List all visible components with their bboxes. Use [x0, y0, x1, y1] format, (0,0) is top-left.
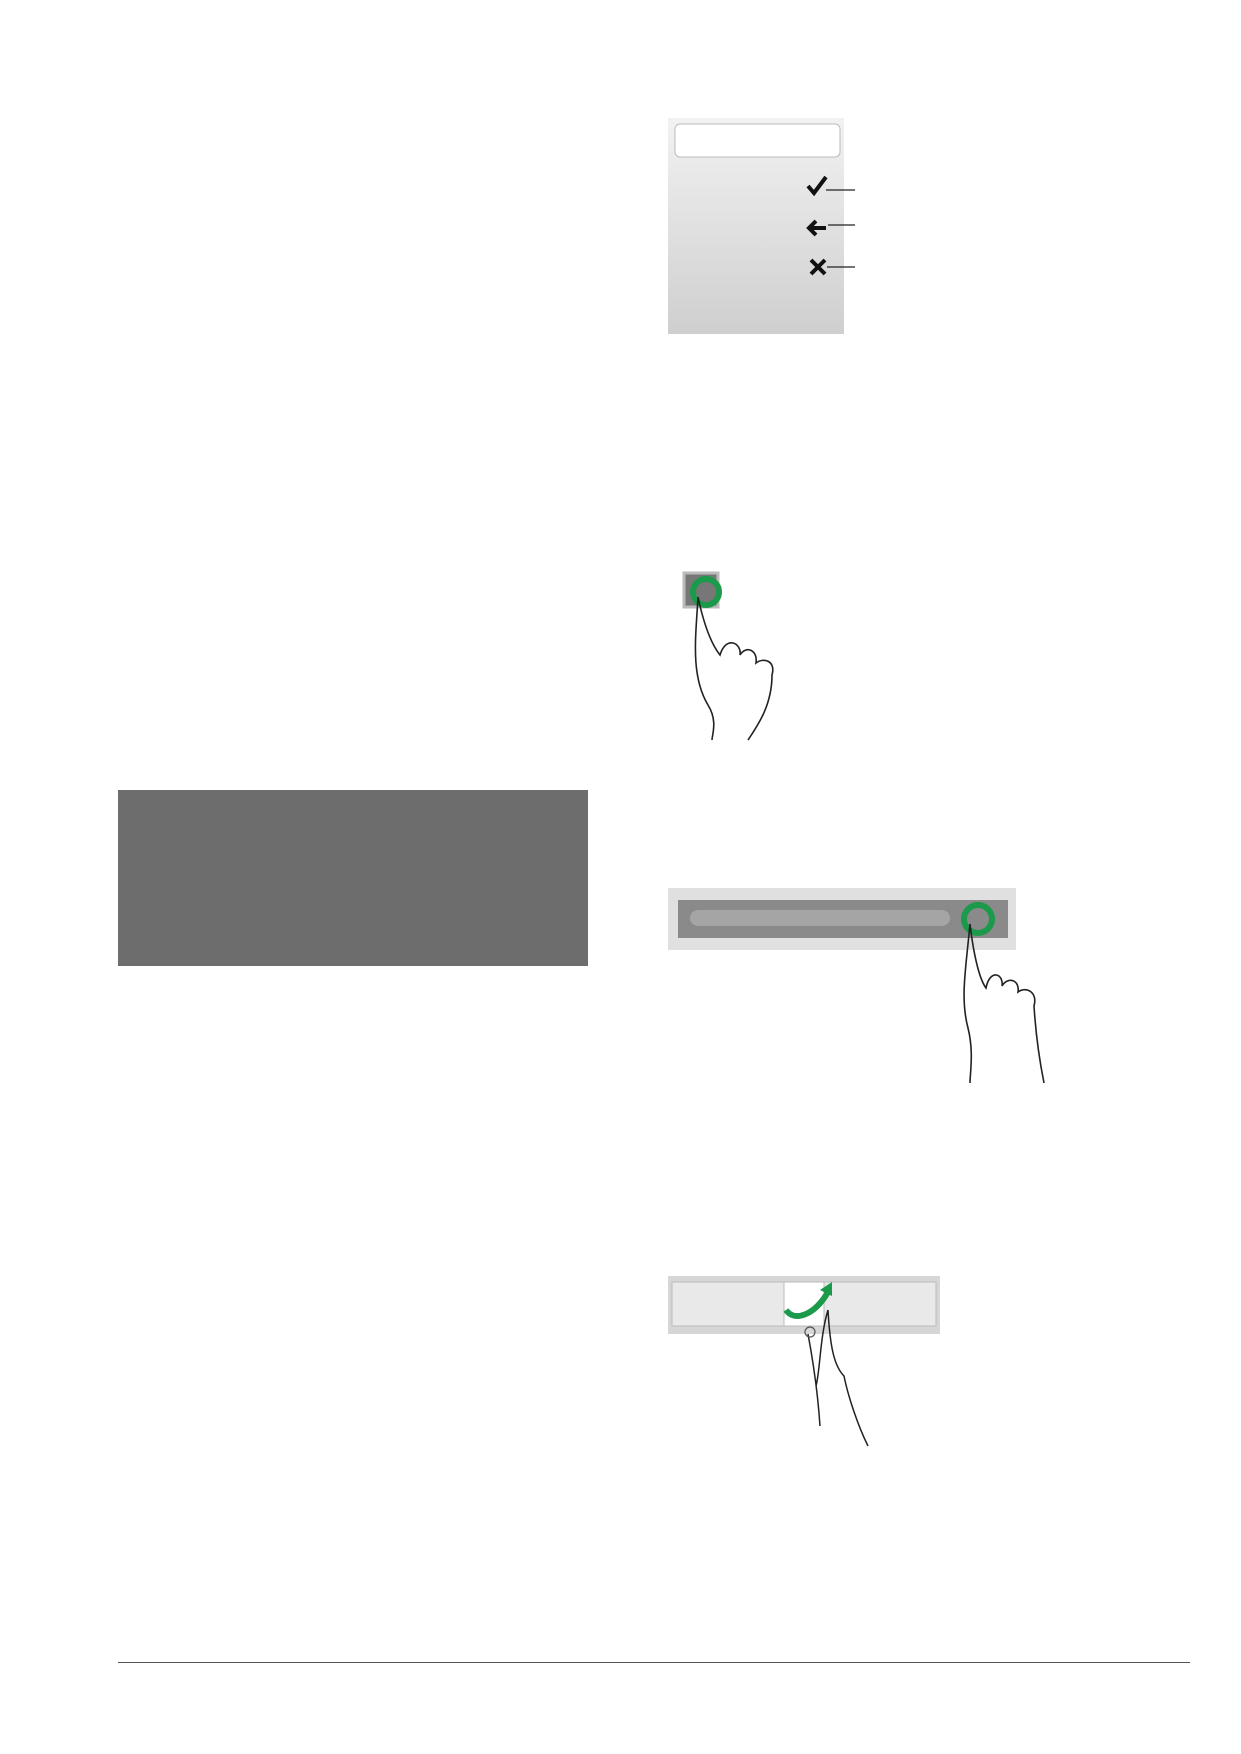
hand-icon	[695, 597, 772, 740]
value-picker-figure	[668, 1276, 958, 1456]
numpad-figure	[668, 118, 888, 338]
checkbox-figure	[668, 565, 828, 745]
dropdown-figure	[668, 888, 1088, 1088]
footer-divider	[118, 1662, 1190, 1663]
keyboard-background	[118, 790, 588, 966]
numpad-display-field	[675, 124, 840, 157]
keyboard-figure	[118, 790, 598, 1040]
blurred-dropdown-text	[690, 910, 950, 926]
